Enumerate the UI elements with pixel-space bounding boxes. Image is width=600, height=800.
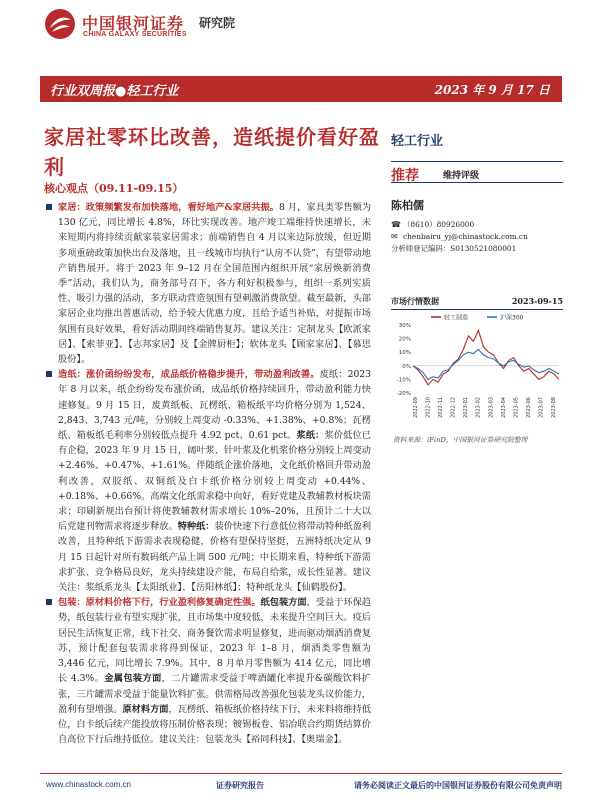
para-bold: 金属包装方面 <box>104 673 162 685</box>
bullet-icon <box>46 204 52 210</box>
rating-value: 推荐 <box>391 168 419 184</box>
sector-name: 轻工行业 <box>391 134 444 149</box>
rating-row <box>391 161 563 183</box>
analyst-contact <box>391 219 563 255</box>
analyst-phone: （8610）80926000 <box>403 220 475 229</box>
phone-icon: ☎ <box>391 220 401 229</box>
x-tick-label: 2023-03 <box>488 397 495 418</box>
para-text: 废纸：2023 年 8 月以来，纸企纷纷发布涨价函，成品纸价格持续回升，带动盈利能力快速修复。9 月 15 日，废黄纸板、瓦楞纸、箱板纸平均价格分别为 1,524、2,843、3,743 元/吨，分别较上周变动 -0.33%、+1.38%、+0.8%；瓦楞纸、箱板纸毛利率分别较低点提升 4.92 pct、0.61 pct。 <box>58 369 372 442</box>
bullet-icon <box>46 599 52 605</box>
para-lead: 包装： <box>58 597 86 609</box>
y-tick-label: 0% <box>402 363 411 370</box>
footer-report-type: 证券研究报告 <box>216 780 264 790</box>
x-tick-label: 2022-10 <box>425 397 432 418</box>
x-tick-label: 2023-02 <box>475 397 482 418</box>
legend-label: 沪深300 <box>500 314 524 322</box>
series-line-1 <box>413 350 559 380</box>
chart-date: 2023-09-15 <box>511 296 563 306</box>
x-tick-label: 2023-07 <box>538 397 545 418</box>
footer-url[interactable]: www.chinastock.com.cn <box>46 780 131 789</box>
market-chart <box>391 311 563 431</box>
chart-x-axis <box>413 397 557 418</box>
para-text: ，受益于环保趋势，纸包装行业有望实现扩张，且市场集中度较低，未来提升空间巨大。疫后居民生活恢复正常，线下社交、商务餐饮需求明显修复，进而驱动烟酒消费复苏，预计配套包装需求将得到保证，2023 年 1–8 月，烟酒类零售额为 3,446 亿元，同比增长 7.9%。其中，8 月单月零售额为 414 亿元，同比增长 4.3%。 <box>58 597 372 685</box>
paragraph-home <box>46 200 371 367</box>
y-tick-label: 20% <box>398 336 411 343</box>
page-footer <box>40 773 562 793</box>
brand-name-en: CHINA GALAXY SECURITIES <box>83 31 187 38</box>
para-text: ，瓦楞纸、箱板纸价格持续下行，未来料将维持低位，白卡纸后续产能投放将压制价格表现；镀锡板卷、铝冶联合约期货结算价自高位下行后维持低位。建议关注：包装龙头【裕同科技】、【奥瑞金】。 <box>58 703 372 746</box>
chart-source: 资料来源：iFinD，中国银河证券研究院整理 <box>393 436 528 444</box>
chart-legend <box>431 314 524 322</box>
para-bold: 纸包装方面 <box>260 597 307 609</box>
y-tick-label: 10% <box>398 350 411 357</box>
x-tick-label: 2023-06 <box>525 397 532 418</box>
para-lead: 家居： <box>58 202 86 213</box>
legend-label: 轻工制造 <box>444 314 469 322</box>
y-tick-label: 30% <box>398 323 411 329</box>
para-bold: 原材料方面 <box>122 703 169 715</box>
y-tick-label: -10% <box>396 377 411 384</box>
report-title: 家居社零环比改善，造纸提价看好盈利 <box>44 125 380 179</box>
brand-logo <box>44 6 244 42</box>
core-view-heading: 核心观点（09.11-09.15） <box>44 182 184 195</box>
galaxy-logo-icon <box>44 8 76 40</box>
brand-name-cn: 中国银河证券 <box>82 14 185 33</box>
y-tick-label: -20% <box>396 391 411 397</box>
chart-title: 市场行情数据 <box>391 296 439 306</box>
chart-lines <box>413 330 559 384</box>
report-body <box>46 200 371 747</box>
report-banner <box>40 76 562 102</box>
rating-panel <box>391 130 563 183</box>
paragraph-packaging <box>46 595 371 747</box>
report-date: 2023 年 9 月 17 日 <box>434 83 550 97</box>
para-highlight: 原材料价格下行，行业盈利修复确定性强。 <box>85 597 261 609</box>
rating-note: 维持评级 <box>443 171 480 181</box>
para-highlight: 政策频繁发布加快落地，看好地产&家居共振。 <box>85 202 280 213</box>
para-bold: 浆纸： <box>296 430 325 442</box>
x-tick-label: 2023-04 <box>500 397 507 418</box>
chart-header <box>391 296 563 310</box>
analyst-cert: 分析师登记编码：S0130521080001 <box>391 244 517 253</box>
x-tick-label: 2022-12 <box>450 397 457 418</box>
x-tick-label: 2023-05 <box>513 397 520 418</box>
x-tick-label: 2022-11 <box>438 397 445 418</box>
para-text: 浆价低位已有企稳，2023 年 9 月 15 日，阔叶浆、针叶浆及化机浆价格分别较上周变动 +2.46%、+0.47%、+1.61%。伴随纸企涨价落地，文化纸价格回升带动盈利改善，双胶纸、双铜纸及白卡纸价格分别较上周变动 +0.44%、+0.18%、+0.66%。高端文化纸需求稳中向好，看好党建及教辅教材板块需求；印刷新规出台预计将使教辅教材需求增长 10%–20%，且预计二十大以后党建刊物需求将逐步释放。 <box>58 430 371 533</box>
para-text: 装价快速下行意低位将带动特种纸盈利改善，且特种纸下游需求表现稳健，价格有望保持坚挺，五洲特纸决定从 9 月 15 日起针对所有数码纸产品上调 500 元/吨；中长期来看，特种纸下游需求扩张、竞争格局良好，龙头持续建设产能，布局自给浆，成长性显著。建议关注：浆纸系龙头【太阳纸业】、【岳阳林纸】；特种纸龙头【仙鹤股份】。 <box>58 521 372 594</box>
email-icon: ✉ <box>391 232 398 241</box>
para-highlight: 涨价函纷纷发布，成品纸价格稳步提升，带动盈利改善。 <box>86 369 320 381</box>
institute-label: 研究院 <box>199 16 236 30</box>
para-text: 8 月，家具类零售额为 130 亿元，同比增长 4.8%，环比实现改善。地产竣工端维持快速增长，未来短期内将持续贡献家装家居需求；前端销售自 4 月以来边际放缓，但近期多项重磅政策加快出台及落地，且一线城市均执行“认房不认贷”，有望带动地产销售展开。将于 2023 年 9–12 月在全国范围内组织开展“家居焕新消费季”活动，我们认为，商务部号召下，各方利好积极参与，组织一系列实质性、吸引力强的活动，多方联动营造氛围有望刺激消费欲望。截至最新，头部家居企业均推出普惠活动，给予较大优惠力度，且给予适当补贴，对提振市场氛围有良好效果，看好活动期间终端销售复苏。建议关注：定制龙头【欧派家居】、【索菲亚】、【志邦家居】及【金牌厨柜】；软体龙头【顾家家居】、【慕思股份】。 <box>58 202 372 366</box>
para-bold: 特种纸： <box>177 521 215 533</box>
analyst-panel <box>391 197 563 255</box>
analyst-name: 陈柏儒 <box>391 199 424 212</box>
chart-y-axis <box>397 323 559 397</box>
bullet-icon <box>46 371 52 377</box>
x-tick-label: 2023-01 <box>463 397 470 418</box>
para-lead: 造纸： <box>58 369 87 381</box>
analyst-email[interactable]: chenbairu_yj@chinastock.com.cn <box>403 232 528 241</box>
x-tick-label: 2022-09 <box>413 397 419 418</box>
report-type: 行业双周报●轻工行业 <box>50 84 179 99</box>
x-tick-label: 2023-08 <box>551 397 557 418</box>
paragraph-paper <box>46 367 371 595</box>
para-text: ，二片罐需求受益于啤酒罐化率提升&碳酸饮料扩张，三片罐需求受益于能量饮料扩张。供需格局改善强化包装龙头议价能力，盈利有望增强。 <box>58 673 371 715</box>
footer-disclaimer: 请务必阅读正文最后的中国银河证券股份有限公司免责声明 <box>354 780 562 790</box>
